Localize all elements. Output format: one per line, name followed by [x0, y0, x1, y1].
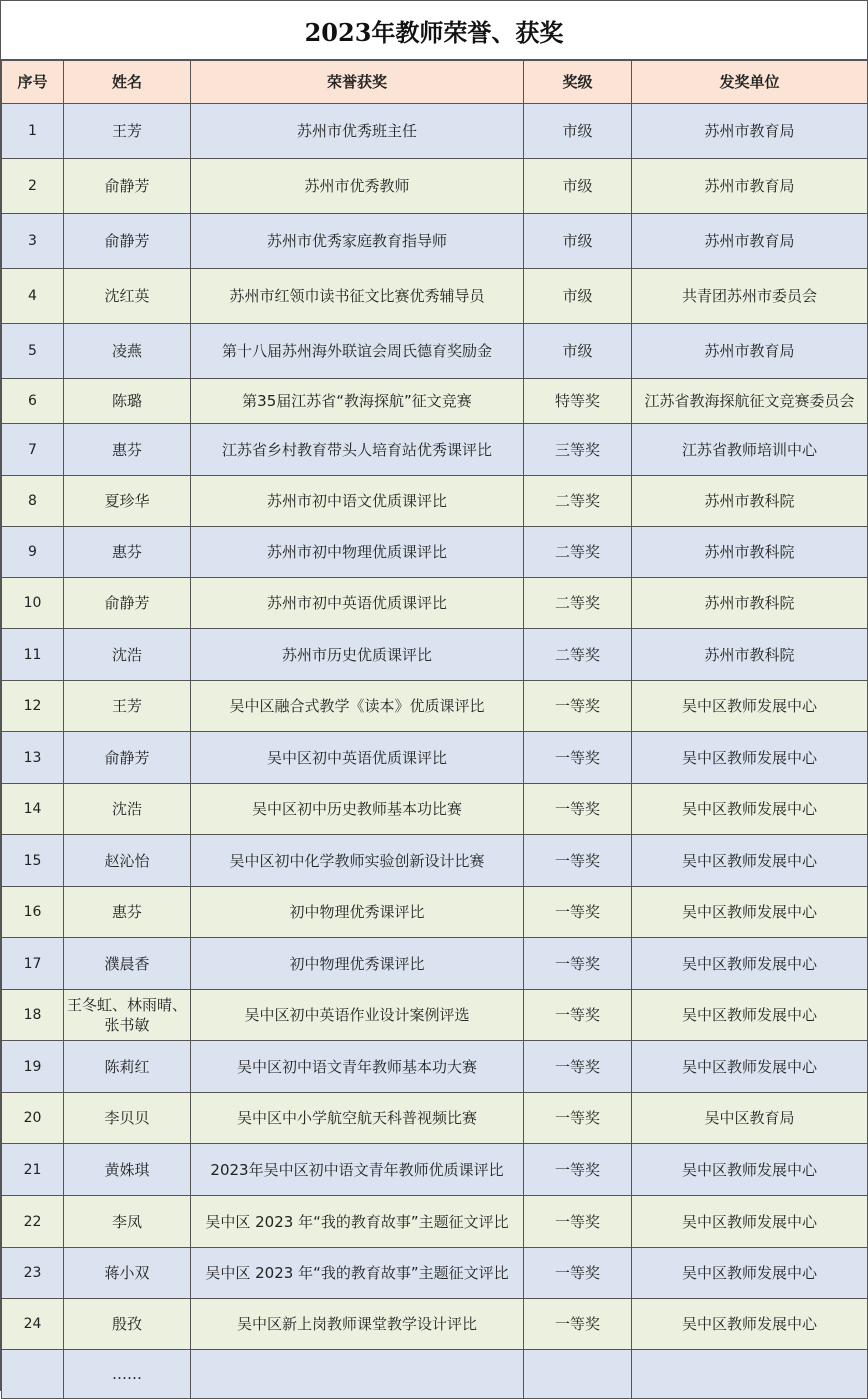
cell-level: 一等奖 — [524, 1093, 632, 1144]
cell-issuer: 江苏省教海探航征文竞赛委员会 — [632, 379, 868, 424]
cell-honor: 吴中区中小学航空航天科普视频比赛 — [191, 1093, 524, 1144]
cell-issuer: 吴中区教师发展中心 — [632, 784, 868, 835]
table-row — [2, 578, 868, 629]
cell-level: 一等奖 — [524, 1041, 632, 1093]
cell-level: 一等奖 — [524, 784, 632, 835]
table-row — [2, 1299, 868, 1350]
cell-name: 夏珍华 — [64, 476, 191, 527]
cell-honor: 苏州市优秀家庭教育指导师 — [191, 214, 524, 269]
cell-seq: 13 — [2, 732, 64, 784]
cell-honor: 江苏省乡村教育带头人培育站优秀课评比 — [191, 424, 524, 476]
cell-name: 王芳 — [64, 104, 191, 159]
cell-name: 俞静芳 — [64, 214, 191, 269]
cell-seq: 19 — [2, 1041, 64, 1093]
cell-issuer: 苏州市教科院 — [632, 578, 868, 629]
cell-honor: 吴中区融合式教学《读本》优质课评比 — [191, 681, 524, 732]
cell-honor: 苏州市优秀班主任 — [191, 104, 524, 159]
table-row — [2, 424, 868, 476]
header-honor: 荣誉获奖 — [191, 61, 524, 104]
cell-seq: 8 — [2, 476, 64, 527]
cell-issuer: 苏州市教科院 — [632, 476, 868, 527]
cell-honor: 苏州市历史优质课评比 — [191, 629, 524, 681]
cell-honor: 初中物理优秀课评比 — [191, 938, 524, 990]
cell-name: 沈红英 — [64, 269, 191, 324]
table-row — [2, 887, 868, 938]
cell-level: 一等奖 — [524, 990, 632, 1041]
awards-table — [1, 60, 868, 1399]
table-row — [2, 1248, 868, 1299]
cell-seq: 9 — [2, 527, 64, 578]
cell-level: 一等奖 — [524, 1299, 632, 1350]
cell-level: 市级 — [524, 159, 632, 214]
table-row — [2, 527, 868, 578]
cell-level: 市级 — [524, 104, 632, 159]
table-row — [2, 1144, 868, 1196]
header-row — [2, 61, 868, 104]
table-row — [2, 1041, 868, 1093]
table-row — [2, 681, 868, 732]
cell-honor: 苏州市初中物理优质课评比 — [191, 527, 524, 578]
cell-honor: 苏州市初中英语优质课评比 — [191, 578, 524, 629]
cell-seq: 5 — [2, 324, 64, 379]
cell-honor: 吴中区 2023 年“我的教育故事”主题征文评比 — [191, 1248, 524, 1299]
cell-seq: 24 — [2, 1299, 64, 1350]
cell-name: 俞静芳 — [64, 159, 191, 214]
cell-issuer: 吴中区教师发展中心 — [632, 1041, 868, 1093]
cell-level: 二等奖 — [524, 629, 632, 681]
cell-issuer: 苏州市教育局 — [632, 159, 868, 214]
cell-level: 一等奖 — [524, 835, 632, 887]
cell-name: 王冬虹、林雨晴、张书敏 — [64, 990, 191, 1041]
cell-seq: 16 — [2, 887, 64, 938]
cell-seq: 21 — [2, 1144, 64, 1196]
cell-name: 李贝贝 — [64, 1093, 191, 1144]
table-row — [2, 104, 868, 159]
cell-honor: 第十八届苏州海外联谊会周氏德育奖励金 — [191, 324, 524, 379]
cell-seq: 11 — [2, 629, 64, 681]
cell-seq: 22 — [2, 1196, 64, 1248]
cell-name: 殷孜 — [64, 1299, 191, 1350]
cell-level: 一等奖 — [524, 887, 632, 938]
cell-issuer — [632, 1350, 868, 1399]
cell-seq: 20 — [2, 1093, 64, 1144]
cell-level: 一等奖 — [524, 1144, 632, 1196]
cell-seq: 14 — [2, 784, 64, 835]
cell-name: 惠芬 — [64, 424, 191, 476]
cell-honor: 吴中区初中历史教师基本功比赛 — [191, 784, 524, 835]
cell-issuer: 苏州市教育局 — [632, 214, 868, 269]
cell-issuer: 江苏省教师培训中心 — [632, 424, 868, 476]
cell-name: 蒋小双 — [64, 1248, 191, 1299]
cell-seq — [2, 1350, 64, 1399]
cell-level: 一等奖 — [524, 681, 632, 732]
table-row — [2, 1350, 868, 1399]
cell-seq: 2 — [2, 159, 64, 214]
cell-level: 市级 — [524, 269, 632, 324]
cell-issuer: 吴中区教育局 — [632, 1093, 868, 1144]
cell-issuer: 共青团苏州市委员会 — [632, 269, 868, 324]
cell-name: 俞静芳 — [64, 732, 191, 784]
cell-name: …… — [64, 1350, 191, 1399]
cell-seq: 17 — [2, 938, 64, 990]
table-row — [2, 214, 868, 269]
cell-issuer: 吴中区教师发展中心 — [632, 887, 868, 938]
cell-honor: 苏州市红领巾读书征文比赛优秀辅导员 — [191, 269, 524, 324]
cell-name: 濮晨香 — [64, 938, 191, 990]
cell-name: 俞静芳 — [64, 578, 191, 629]
cell-issuer: 吴中区教师发展中心 — [632, 835, 868, 887]
cell-name: 王芳 — [64, 681, 191, 732]
sheet-title: 2023年教师荣誉、获奖 — [1, 1, 867, 60]
cell-seq: 4 — [2, 269, 64, 324]
cell-level: 特等奖 — [524, 379, 632, 424]
cell-level: 市级 — [524, 214, 632, 269]
table-row — [2, 784, 868, 835]
cell-honor: 苏州市初中语文优质课评比 — [191, 476, 524, 527]
cell-seq: 6 — [2, 379, 64, 424]
cell-name: 黄姝琪 — [64, 1144, 191, 1196]
cell-level: 市级 — [524, 324, 632, 379]
cell-honor: 吴中区初中化学教师实验创新设计比赛 — [191, 835, 524, 887]
cell-issuer: 吴中区教师发展中心 — [632, 1196, 868, 1248]
cell-issuer: 吴中区教师发展中心 — [632, 1144, 868, 1196]
cell-issuer: 吴中区教师发展中心 — [632, 1248, 868, 1299]
header-level: 奖级 — [524, 61, 632, 104]
cell-seq: 12 — [2, 681, 64, 732]
cell-seq: 10 — [2, 578, 64, 629]
table-row — [2, 1196, 868, 1248]
header-seq: 序号 — [2, 61, 64, 104]
cell-seq: 1 — [2, 104, 64, 159]
cell-honor: 苏州市优秀教师 — [191, 159, 524, 214]
cell-name: 惠芬 — [64, 887, 191, 938]
header-name: 姓名 — [64, 61, 191, 104]
cell-seq: 15 — [2, 835, 64, 887]
cell-issuer: 吴中区教师发展中心 — [632, 732, 868, 784]
cell-name: 赵沁怡 — [64, 835, 191, 887]
cell-issuer: 苏州市教育局 — [632, 324, 868, 379]
cell-issuer: 吴中区教师发展中心 — [632, 938, 868, 990]
table-row — [2, 159, 868, 214]
cell-name: 凌燕 — [64, 324, 191, 379]
cell-seq: 18 — [2, 990, 64, 1041]
table-row — [2, 269, 868, 324]
cell-name: 陈璐 — [64, 379, 191, 424]
header-issuer: 发奖单位 — [632, 61, 868, 104]
cell-name: 陈莉红 — [64, 1041, 191, 1093]
cell-honor: 吴中区新上岗教师课堂教学设计评比 — [191, 1299, 524, 1350]
table-row — [2, 379, 868, 424]
cell-issuer: 吴中区教师发展中心 — [632, 990, 868, 1041]
cell-level: 一等奖 — [524, 1248, 632, 1299]
cell-name: 沈浩 — [64, 784, 191, 835]
cell-honor — [191, 1350, 524, 1399]
cell-issuer: 苏州市教科院 — [632, 527, 868, 578]
table-row — [2, 732, 868, 784]
cell-level: 一等奖 — [524, 732, 632, 784]
cell-honor: 2023年吴中区初中语文青年教师优质课评比 — [191, 1144, 524, 1196]
table-row — [2, 476, 868, 527]
cell-seq: 23 — [2, 1248, 64, 1299]
table-row — [2, 990, 868, 1041]
cell-level: 二等奖 — [524, 527, 632, 578]
cell-honor: 吴中区初中英语优质课评比 — [191, 732, 524, 784]
cell-level: 二等奖 — [524, 476, 632, 527]
cell-issuer: 吴中区教师发展中心 — [632, 1299, 868, 1350]
cell-seq: 7 — [2, 424, 64, 476]
cell-level: 二等奖 — [524, 578, 632, 629]
cell-issuer: 苏州市教科院 — [632, 629, 868, 681]
table-row — [2, 835, 868, 887]
table-row — [2, 1093, 868, 1144]
cell-issuer: 吴中区教师发展中心 — [632, 681, 868, 732]
cell-honor: 吴中区初中英语作业设计案例评选 — [191, 990, 524, 1041]
cell-issuer: 苏州市教育局 — [632, 104, 868, 159]
cell-honor: 第35届江苏省“教海探航”征文竞赛 — [191, 379, 524, 424]
cell-level: 一等奖 — [524, 938, 632, 990]
cell-name: 沈浩 — [64, 629, 191, 681]
table-row — [2, 324, 868, 379]
table-row — [2, 629, 868, 681]
cell-honor: 初中物理优秀课评比 — [191, 887, 524, 938]
cell-name: 李凤 — [64, 1196, 191, 1248]
table-row — [2, 938, 868, 990]
cell-level: 一等奖 — [524, 1196, 632, 1248]
cell-name: 惠芬 — [64, 527, 191, 578]
cell-seq: 3 — [2, 214, 64, 269]
cell-honor: 吴中区初中语文青年教师基本功大赛 — [191, 1041, 524, 1093]
cell-honor: 吴中区 2023 年“我的教育故事”主题征文评比 — [191, 1196, 524, 1248]
cell-level: 三等奖 — [524, 424, 632, 476]
cell-level — [524, 1350, 632, 1399]
